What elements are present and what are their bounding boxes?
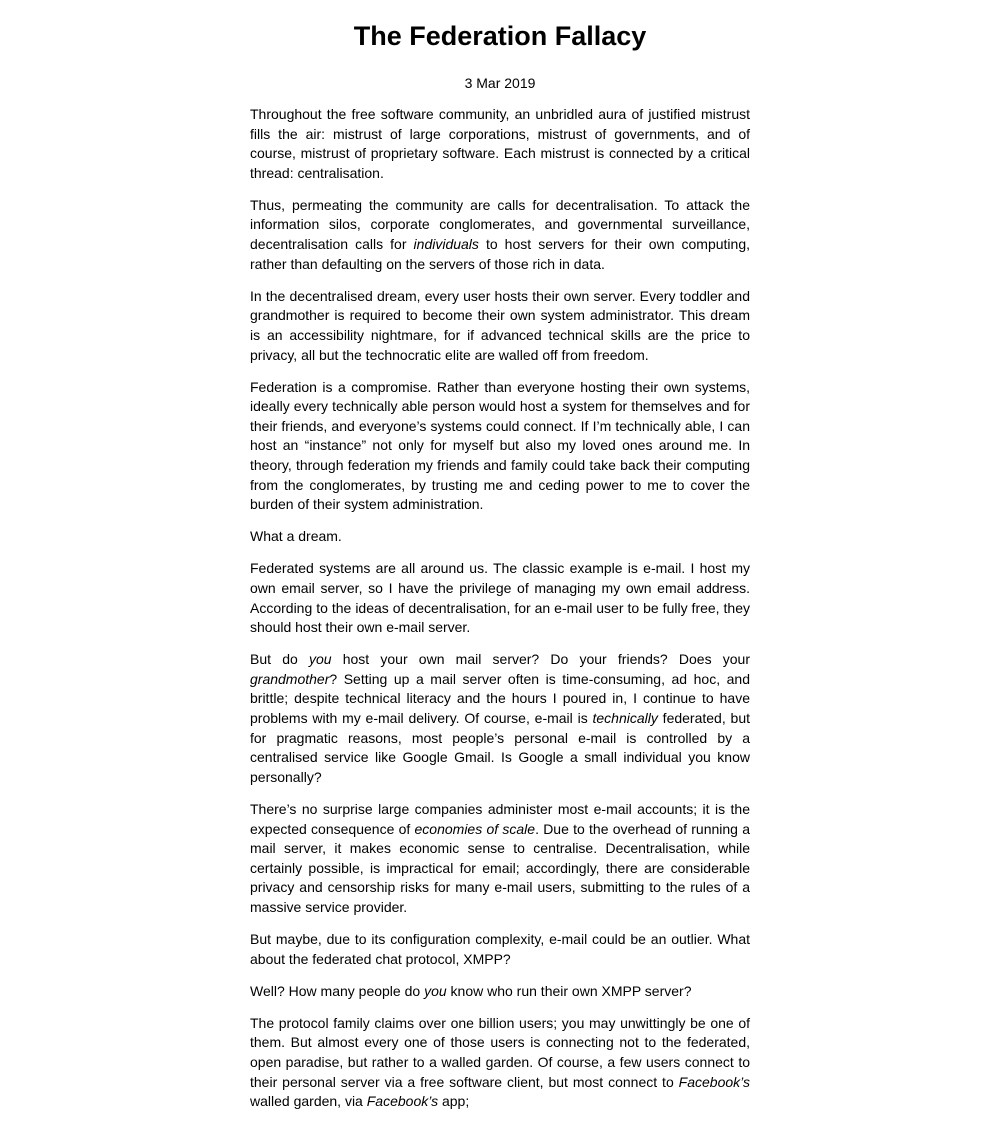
paragraph-10-emphasis: you (424, 982, 447, 999)
paragraph-6: Federated systems are all around us. The classic example is e-mail. I host my own email server, so I have the privilege of managing my own email address. According to the ideas of decentralisation, for an e-mail user to be fully free, they should host their own e-mail server. (250, 560, 750, 636)
paragraph-7 (250, 650, 750, 787)
paragraph-2-text-b: to host servers for their own computing, rather than defaulting on the servers of those rich in data. (250, 236, 751, 272)
article-body (250, 105, 750, 1124)
paragraph-7-text-d: federated, but for pragmatic reasons, most people’s personal e-mail is controlled by a centralised service like Google Gmail. Is Google a small individual you know personally? (250, 710, 750, 785)
paragraph-11 (250, 1014, 750, 1112)
paragraph-10-text-b: know who run their own XMPP server? (446, 982, 692, 999)
paragraph-2-emphasis: individuals (413, 236, 479, 253)
paragraph-7-emphasis-2: grandmother (250, 670, 330, 687)
paragraph-7-emphasis-1: you (308, 651, 332, 668)
paragraph-10 (250, 982, 750, 1002)
paragraph-11-text-b: walled garden, via (250, 1093, 367, 1110)
page-title: The Federation Fallacy (353, 21, 647, 51)
paragraph-7-text-a: But do (250, 651, 309, 668)
paragraph-11-emphasis-1: Facebook’s (678, 1073, 750, 1090)
paragraph-11-text-a: The protocol family claims over one billion users; you may unwittingly be one of them. But almost every one of those users is connecting not to the federated, open paradise, but rather to a walled garden. Of course, a few users connect to their personal server via a free software client, but most connect to (250, 1014, 750, 1090)
paragraph-8 (250, 800, 750, 918)
paragraph-3: In the decentralised dream, every user hosts their own server. Every toddler and grandmother is required to become their own system administrator. This dream is an accessibility nightmare, for if advanced technical skills are the price to privacy, all but the technocratic elite are walled off from freedom. (250, 287, 750, 363)
paragraph-7-text-c: ? Setting up a mail server often is time-consuming, ad hoc, and brittle; despite technical literacy and the hours I poured in, I continue to have problems with my e-mail delivery. Of course, e-mail is (250, 670, 750, 727)
paragraph-8-text-b: . Due to the overhead of running a mail server, it makes economic sense to centralise. Decentralisation, while certainly possible, is impractical for email; accordingly, there are considerable privacy and censorship risks for many e-mail users, submitting to the rules of a massive service provider. (250, 820, 750, 915)
paragraph-8-emphasis: economies of scale (414, 820, 536, 837)
paragraph-9: But maybe, due to its configuration complexity, e-mail could be an outlier. What about the federated chat protocol, XMPP? (250, 930, 750, 967)
paragraph-11-text-c: app; (438, 1093, 470, 1110)
paragraph-10-text-a: Well? How many people do (250, 982, 425, 999)
post-date: 3 Mar 2019 (464, 75, 536, 91)
paragraph-11-emphasis-2: Facebook’s (366, 1093, 439, 1110)
paragraph-1: Throughout the free software community, an unbridled aura of justified mistrust fills the air: mistrust of large corporations, mistrust of governments, and of course, mistrust of proprietary software. Each mistrust is connected by a critical thread: centralisation. (250, 106, 750, 181)
paragraph-8-text-a: There’s no surprise large companies administer most e-mail accounts; it is the expected consequence of (250, 800, 750, 837)
paragraph-2 (250, 196, 750, 274)
paragraph-4: Federation is a compromise. Rather than everyone hosting their own systems, ideally every technically able person would host a system for themselves and for their friends, and everyone’s systems could connect. If I’m technically able, I can host an “instance” not only for myself but also my loved ones around me. In theory, through federation my friends and family could take back their computing from the conglomerates, by trusting me and ceding power to me to cover the burden of their system administration. (250, 378, 750, 513)
paragraph-7-text-b: host your own mail server? Do your friends? Does your (331, 651, 750, 668)
paragraph-7-emphasis-3: technically (592, 710, 658, 727)
paragraph-5: What a dream. (250, 528, 342, 545)
paragraph-2-text-a: Thus, permeating the community are calls for decentralisation. To attack the information silos, corporate conglomerates, and governmental surveillance, decentralisation calls for (250, 196, 750, 253)
